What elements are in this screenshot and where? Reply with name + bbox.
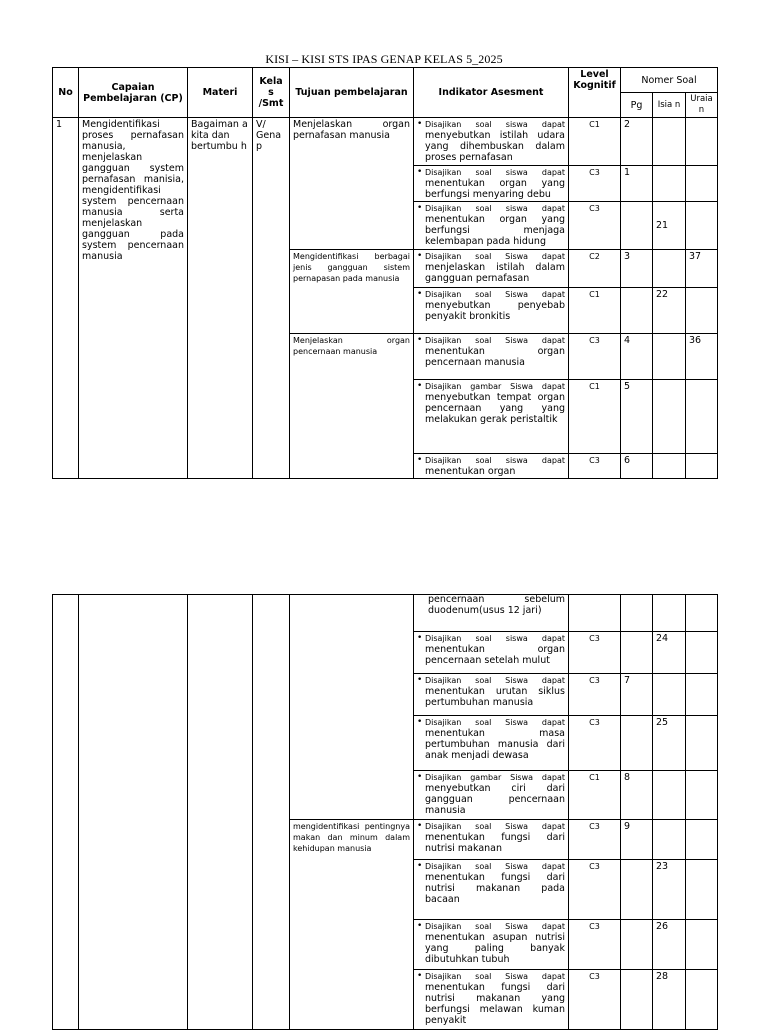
indicator-cell: • Disajikan soal Siswa dapat menentukan urutan siklus pertumbuhan manusia — [414, 674, 569, 716]
pg-cell — [621, 920, 653, 970]
pg-cell: 5 — [621, 380, 653, 454]
indicator-cell: • Disajikan gambar Siswa dapat menyebutkan ciri dari gangguan pencernaan manusia — [414, 771, 569, 820]
header-uraian: Uraia n — [686, 93, 718, 118]
uraian-cell — [686, 380, 718, 454]
header-materi: Materi — [188, 68, 253, 118]
indicator-cell: • Disajikan soal Siswa dapat menentukan masa pertumbuhan manusia dari anak menjadi dewasa — [414, 716, 569, 771]
isian-cell — [653, 118, 686, 166]
uraian-cell — [686, 716, 718, 771]
kisi-table-page-2 — [52, 594, 718, 1030]
isian-cell: 22 — [653, 288, 686, 334]
level-cell: C1 — [569, 771, 621, 820]
pg-cell — [621, 632, 653, 674]
pg-cell — [621, 970, 653, 1030]
isian-cell: 21 — [653, 202, 686, 250]
level-cell — [569, 595, 621, 632]
header-nomer-soal: Nomer Soal — [621, 68, 718, 93]
pg-cell: 8 — [621, 771, 653, 820]
level-cell: C3 — [569, 970, 621, 1030]
level-cell: C3 — [569, 334, 621, 380]
empty-tujuan — [290, 595, 414, 820]
uraian-cell — [686, 118, 718, 166]
pg-cell — [621, 716, 653, 771]
document-title: KISI – KISI STS IPAS GENAP KELAS 5_2025 — [265, 52, 503, 66]
isian-cell: 23 — [653, 860, 686, 920]
header-isian: Isia n — [653, 93, 686, 118]
uraian-cell — [686, 970, 718, 1030]
tujuan-pembelajaran: Mengidentifikasi berbagai jenis gangguan sistem pernapasan pada manusia — [290, 250, 414, 334]
pg-cell — [621, 595, 653, 632]
indicator-cell: • Disajikan soal Siswa dapat menyebutkan penyebab penyakit bronkitis — [414, 288, 569, 334]
kelas-smt: V/ Gena p — [253, 118, 290, 479]
indicator-cell: • Disajikan soal siswa dapat menentukan organ yang berfungsi menyaring debu — [414, 166, 569, 202]
uraian-cell — [686, 166, 718, 202]
empty-cp — [79, 595, 188, 1030]
uraian-cell — [686, 595, 718, 632]
indicator-cell: • Disajikan soal Siswa dapat menentukan fungsi dari nutrisi makanan pada bacaan — [414, 860, 569, 920]
indicator-cell: • Disajikan soal Siswa dapat menentukan fungsi dari nutrisi makanan yang berfungsi melawan kuman penyakit — [414, 970, 569, 1030]
uraian-cell — [686, 202, 718, 250]
pg-cell — [621, 202, 653, 250]
tujuan-pembelajaran: Menjelaskan organ pernafasan manusia — [290, 118, 414, 250]
pg-cell: 2 — [621, 118, 653, 166]
indicator-cell: • Disajikan soal Siswa dapat menjelaskan istilah dalam gangguan pernafasan — [414, 250, 569, 288]
pg-cell: 6 — [621, 454, 653, 479]
level-cell: C1 — [569, 380, 621, 454]
tujuan-pembelajaran: Menjelaskan organ pencernaan manusia — [290, 334, 414, 479]
isian-cell — [653, 454, 686, 479]
isian-cell — [653, 595, 686, 632]
isian-cell — [653, 166, 686, 202]
level-cell: C3 — [569, 632, 621, 674]
level-cell: C3 — [569, 860, 621, 920]
isian-cell: 28 — [653, 970, 686, 1030]
materi: Bagaiman a kita dan bertumbu h — [188, 118, 253, 479]
isian-cell — [653, 250, 686, 288]
level-cell: C2 — [569, 250, 621, 288]
level-cell: C3 — [569, 202, 621, 250]
uraian-cell — [686, 632, 718, 674]
pg-cell — [621, 288, 653, 334]
pg-cell: 1 — [621, 166, 653, 202]
header-indikator: Indikator Asesment — [414, 68, 569, 118]
indicator-cell: • Disajikan soal siswa dapat menentukan organ pencernaan setelah mulut — [414, 632, 569, 674]
header-no: No — [53, 68, 79, 118]
uraian-cell: 37 — [686, 250, 718, 288]
indicator-cell: • Disajikan soal Siswa dapat menentukan fungsi dari nutrisi makanan — [414, 820, 569, 860]
empty-kelas — [253, 595, 290, 1030]
header-tujuan: Tujuan pembelajaran — [290, 68, 414, 118]
pg-cell: 7 — [621, 674, 653, 716]
uraian-cell — [686, 454, 718, 479]
isian-cell — [653, 334, 686, 380]
level-cell: C3 — [569, 716, 621, 771]
isian-cell — [653, 771, 686, 820]
level-cell: C3 — [569, 674, 621, 716]
level-cell: C3 — [569, 820, 621, 860]
header-level: Level Kognitif — [569, 68, 621, 118]
empty-no — [53, 595, 79, 1030]
header-cp: Capaian Pembelajaran (CP) — [79, 68, 188, 118]
level-cell: C3 — [569, 166, 621, 202]
uraian-cell — [686, 820, 718, 860]
indicator-cell: • Disajikan soal siswa dapat menentukan organ yang berfungsi menjaga kelembapan pada hidung — [414, 202, 569, 250]
level-cell: C3 — [569, 920, 621, 970]
uraian-cell: 36 — [686, 334, 718, 380]
pg-cell: 4 — [621, 334, 653, 380]
isian-cell — [653, 820, 686, 860]
kisi-table-page-1 — [52, 67, 718, 479]
pg-cell: 3 — [621, 250, 653, 288]
uraian-cell — [686, 771, 718, 820]
indicator-cell: • Disajikan soal siswa dapat menentukan organ — [414, 454, 569, 479]
isian-cell: 25 — [653, 716, 686, 771]
indicator-cell: • Disajikan soal Siswa dapat menentukan organ pencernaan manusia — [414, 334, 569, 380]
uraian-cell — [686, 288, 718, 334]
indicator-continuation: pencernaan sebelum duodenum(usus 12 jari) — [414, 595, 569, 632]
uraian-cell — [686, 920, 718, 970]
level-cell: C3 — [569, 454, 621, 479]
level-cell: C1 — [569, 288, 621, 334]
isian-cell: 26 — [653, 920, 686, 970]
indicator-cell: • Disajikan soal siswa dapat menyebutkan istilah udara yang dihembuskan dalam proses pernafasan — [414, 118, 569, 166]
uraian-cell — [686, 674, 718, 716]
header-pg: Pg — [621, 93, 653, 118]
section-number: 1 — [53, 118, 79, 479]
empty-materi — [188, 595, 253, 1030]
header-kelas: Kela s /Smt — [253, 68, 290, 118]
isian-cell — [653, 674, 686, 716]
pg-cell: 9 — [621, 820, 653, 860]
indicator-cell: • Disajikan gambar Siswa dapat menyebutkan tempat organ pencernaan yang yang melakukan gerak peristaltik — [414, 380, 569, 454]
isian-cell: 24 — [653, 632, 686, 674]
isian-cell — [653, 380, 686, 454]
capaian-pembelajaran: Mengidentifikasi proses pernafasan manusia, menjelaskan gangguan system pernafasan manisia, mengidentifikasi system pencernaan manusia serta menjelaskan gangguan pada system pencernaan manusia — [79, 118, 188, 479]
uraian-cell — [686, 860, 718, 920]
level-cell: C1 — [569, 118, 621, 166]
tujuan-pembelajaran: mengidentifikasi pentingnya makan dan minum dalam kehidupan manusia — [290, 820, 414, 1030]
pg-cell — [621, 860, 653, 920]
indicator-cell: • Disajikan soal Siswa dapat menentukan asupan nutrisi yang paling banyak dibutuhkan tubuh — [414, 920, 569, 970]
